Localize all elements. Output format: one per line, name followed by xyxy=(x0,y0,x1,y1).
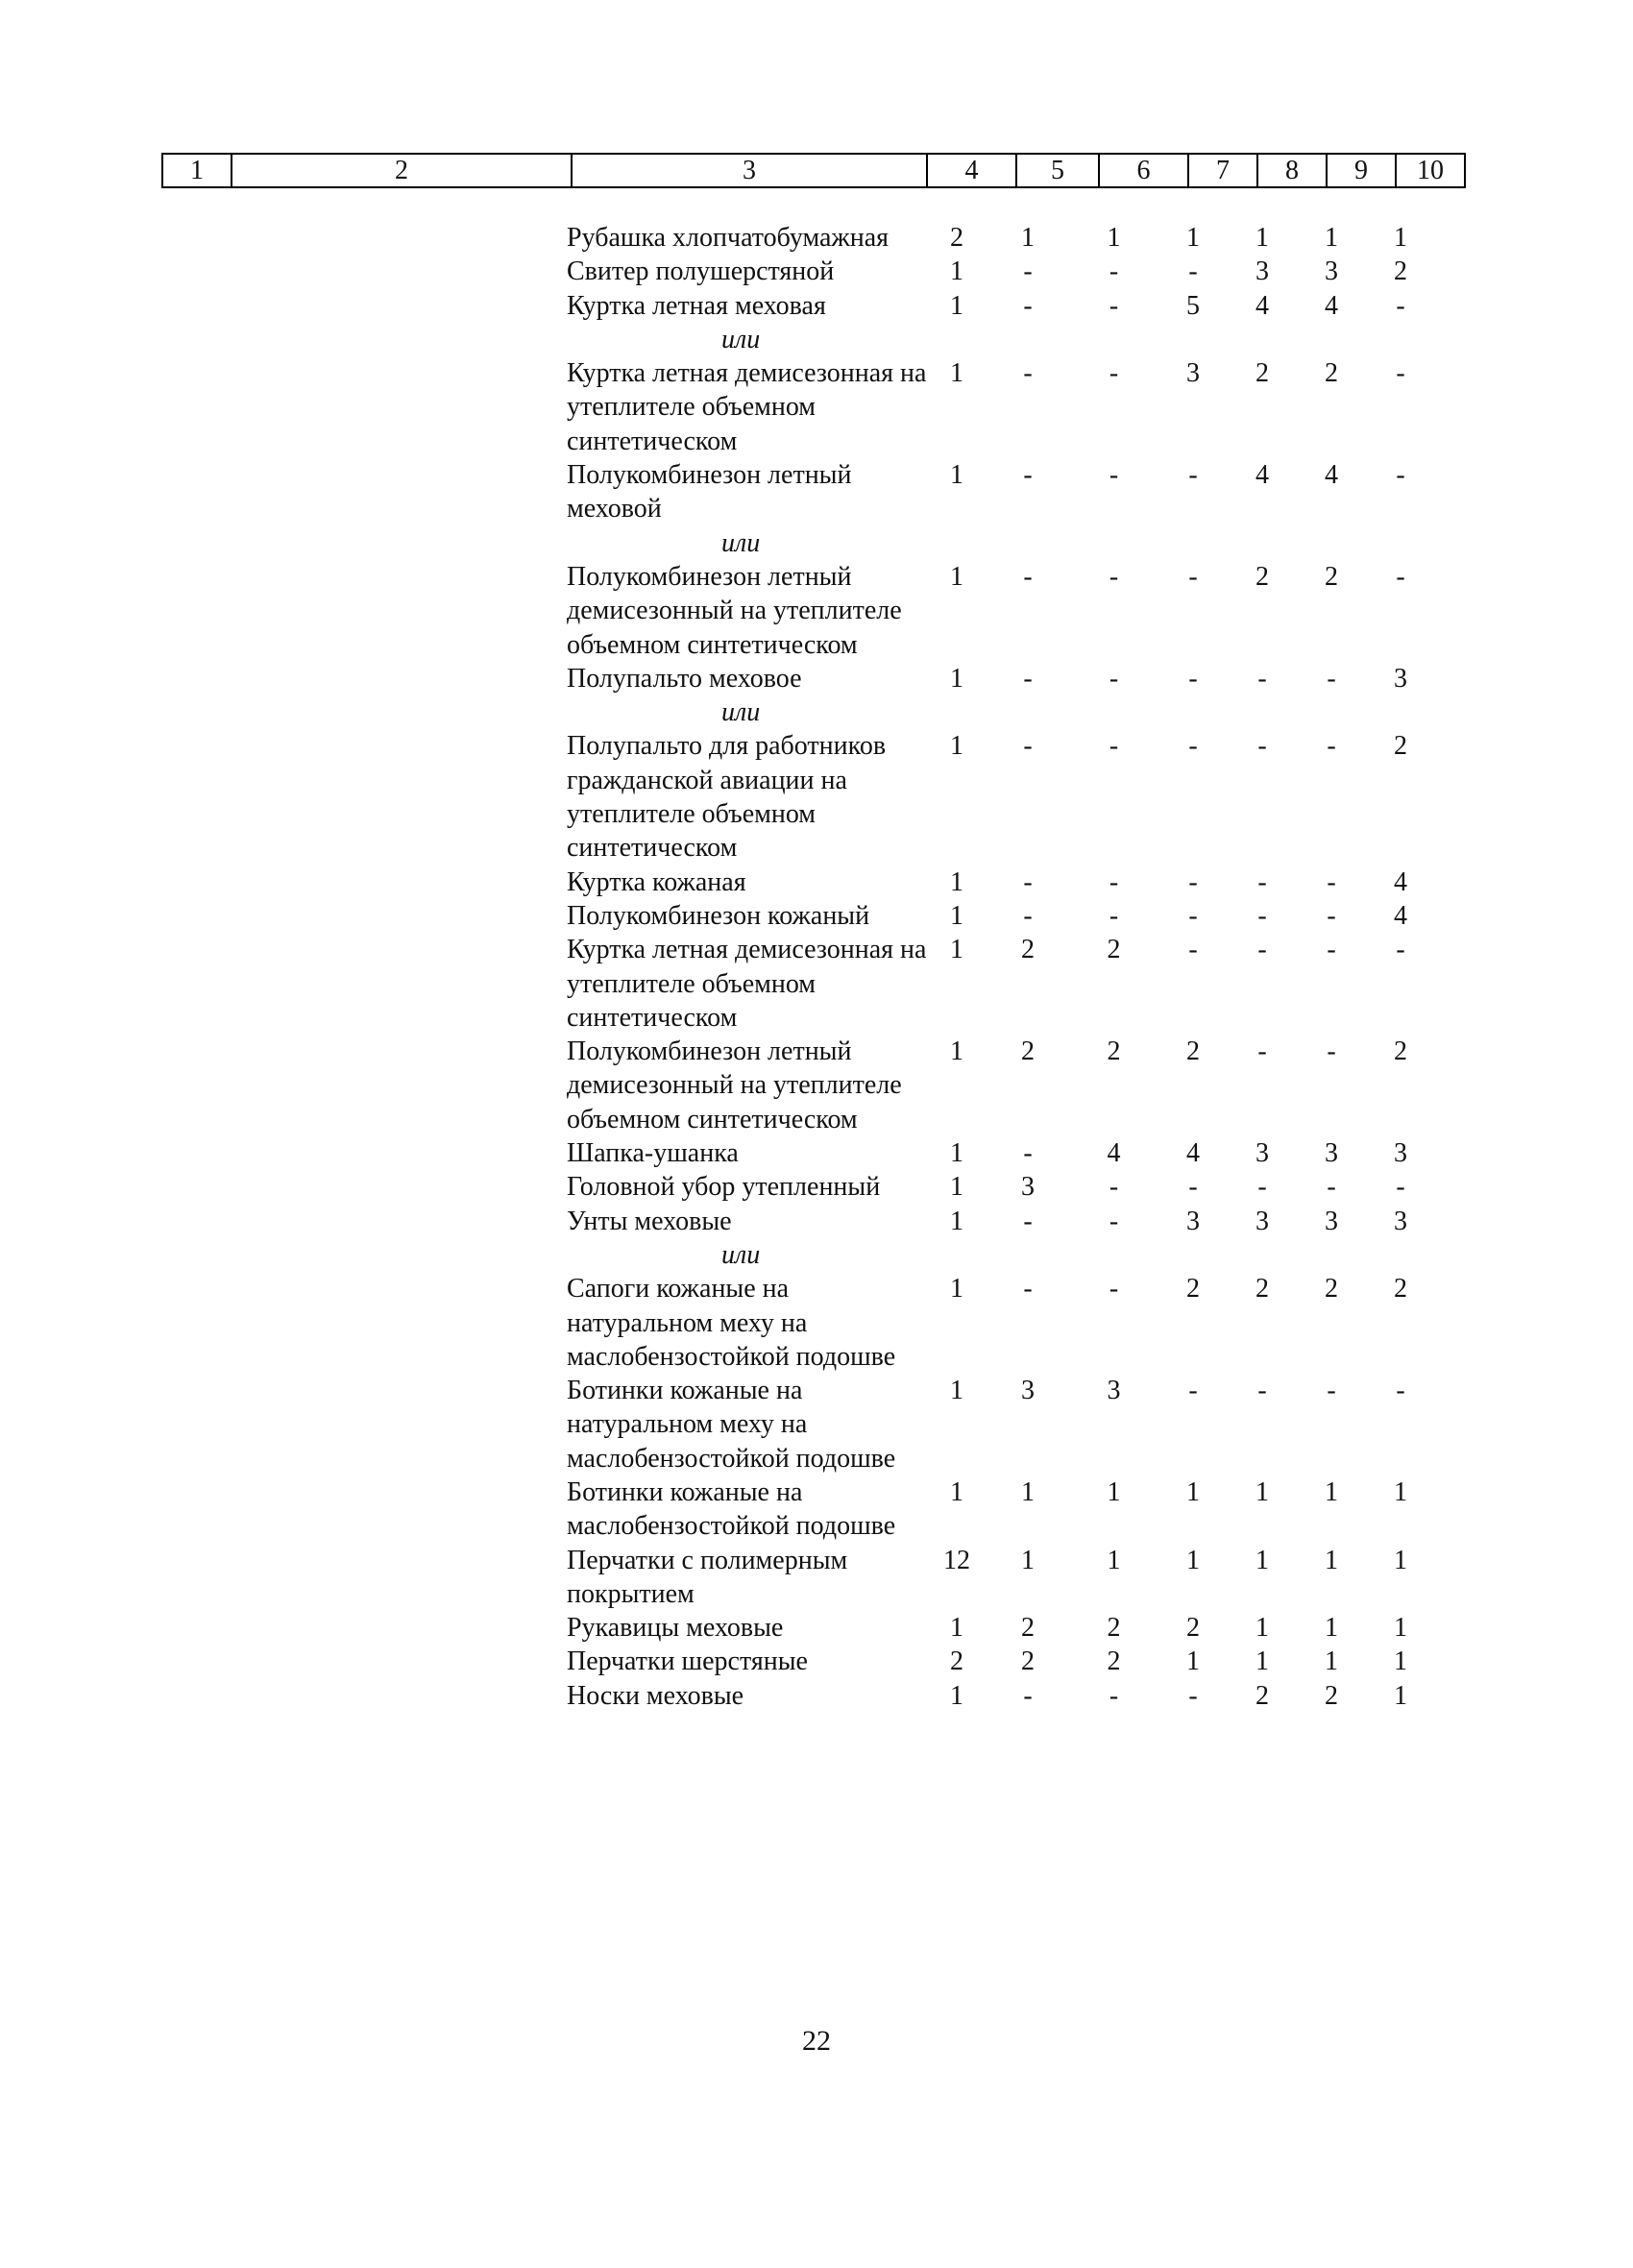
equipment-table xyxy=(565,221,1435,1713)
value-cell-col-5: 1 xyxy=(1021,1476,1035,1507)
value-cell-col-10: - xyxy=(1396,1376,1405,1406)
value-cell-col-4: 1 xyxy=(950,1036,963,1067)
value-cell-col-7: 3 xyxy=(1186,1206,1200,1236)
value-cell-col-8: 2 xyxy=(1255,358,1269,389)
value-cell-col-4: 2 xyxy=(950,1646,963,1677)
value-cell-col-9: - xyxy=(1327,866,1336,897)
value-cell-col-6: 3 xyxy=(1107,1376,1121,1406)
table-row xyxy=(565,729,1435,865)
value-cell-col-10: 3 xyxy=(1394,1206,1407,1236)
value-cell-col-6: 1 xyxy=(1107,1545,1121,1575)
value-cell-col-5: 2 xyxy=(1021,1036,1035,1067)
value-cell-col-9: - xyxy=(1327,1036,1336,1067)
value-cell-col-5: - xyxy=(1023,866,1033,897)
item-name-cell: Полупальто меховое xyxy=(567,663,802,694)
header-cell-1: 1 xyxy=(162,154,232,187)
value-cell-col-9: 2 xyxy=(1325,561,1338,592)
alternative-label: или xyxy=(721,324,761,354)
value-cell-col-4: 1 xyxy=(950,256,963,287)
value-cell-col-8: 1 xyxy=(1255,1476,1269,1507)
table-row xyxy=(565,1679,1435,1713)
value-cell-col-7: 5 xyxy=(1186,290,1200,321)
value-cell-col-8: 2 xyxy=(1255,1680,1269,1711)
value-cell-col-9: 4 xyxy=(1325,290,1338,321)
value-cell-col-8: - xyxy=(1257,663,1267,694)
value-cell-col-9: - xyxy=(1327,935,1336,965)
value-cell-col-7: 2 xyxy=(1186,1036,1200,1067)
alternative-label: или xyxy=(721,697,761,728)
value-cell-col-9: 2 xyxy=(1325,1274,1338,1305)
column-number-header xyxy=(161,153,1466,188)
value-cell-col-9: 1 xyxy=(1325,1646,1338,1677)
item-name-cell: Головной убор утепленный xyxy=(567,1172,881,1203)
item-name-cell: Куртка кожаная xyxy=(567,866,746,897)
value-cell-col-6: 2 xyxy=(1107,1036,1121,1067)
value-cell-col-5: 1 xyxy=(1021,1545,1035,1575)
value-cell-col-7: 3 xyxy=(1186,358,1200,389)
value-cell-col-4: 1 xyxy=(950,1376,963,1406)
value-cell-col-10: 4 xyxy=(1394,900,1407,931)
value-cell-col-7: - xyxy=(1188,731,1198,762)
value-cell-col-10: - xyxy=(1396,935,1405,965)
value-cell-col-10: 2 xyxy=(1394,256,1407,287)
header-cell-2: 2 xyxy=(232,154,572,187)
value-cell-col-6: - xyxy=(1109,358,1119,389)
item-name-cell: Носки меховые xyxy=(567,1680,744,1711)
value-cell-col-4: 12 xyxy=(943,1545,970,1575)
value-cell-col-6: 2 xyxy=(1107,935,1121,965)
value-cell-col-5: - xyxy=(1023,460,1033,491)
value-cell-col-7: 2 xyxy=(1186,1274,1200,1305)
value-cell-col-6: - xyxy=(1109,290,1119,321)
value-cell-col-9: - xyxy=(1327,731,1336,762)
table-row xyxy=(565,1475,1435,1544)
table-row xyxy=(565,560,1435,662)
value-cell-col-4: 1 xyxy=(950,1680,963,1711)
value-cell-col-7: 1 xyxy=(1186,1646,1200,1677)
table-row xyxy=(565,1645,1435,1678)
value-cell-col-8: 2 xyxy=(1255,561,1269,592)
table-row xyxy=(565,899,1435,933)
value-cell-col-4: 1 xyxy=(950,731,963,762)
value-cell-col-7: - xyxy=(1188,1376,1198,1406)
value-cell-col-5: - xyxy=(1023,900,1033,931)
header-cell-7: 7 xyxy=(1188,154,1257,187)
item-name-cell: Полукомбинезон летный демисезонный на утеплителе объемном синтетическом xyxy=(567,561,902,660)
value-cell-col-7: - xyxy=(1188,460,1198,491)
table-row xyxy=(565,1272,1435,1374)
header-cell-5: 5 xyxy=(1016,154,1099,187)
value-cell-col-9: 2 xyxy=(1325,1680,1338,1711)
item-name-cell: Перчатки шерстяные xyxy=(567,1646,808,1677)
value-cell-col-8: - xyxy=(1257,866,1267,897)
alternative-separator-row xyxy=(565,526,1435,560)
item-name-cell: Полукомбинезон кожаный xyxy=(567,900,870,931)
value-cell-col-8: 4 xyxy=(1255,460,1269,491)
value-cell-col-10: 1 xyxy=(1394,1680,1407,1711)
value-cell-col-10: - xyxy=(1396,460,1405,491)
value-cell-col-4: 1 xyxy=(950,663,963,694)
item-name-cell: Сапоги кожаные на натуральном меху на маслобензостойкой подошве xyxy=(567,1274,896,1372)
value-cell-col-9: 3 xyxy=(1325,1138,1338,1169)
header-cell-6: 6 xyxy=(1099,154,1188,187)
item-name-cell: Куртка летная демисезонная на утеплителе объемном синтетическом xyxy=(567,358,927,456)
value-cell-col-7: - xyxy=(1188,663,1198,694)
value-cell-col-10: - xyxy=(1396,561,1405,592)
value-cell-col-10: 1 xyxy=(1394,1646,1407,1677)
value-cell-col-9: - xyxy=(1327,1376,1336,1406)
value-cell-col-4: 1 xyxy=(950,1613,963,1644)
value-cell-col-8: - xyxy=(1257,935,1267,965)
value-cell-col-10: 1 xyxy=(1394,1476,1407,1507)
value-cell-col-8: 4 xyxy=(1255,290,1269,321)
value-cell-col-5: - xyxy=(1023,1206,1033,1236)
value-cell-col-7: - xyxy=(1188,900,1198,931)
value-cell-col-6: - xyxy=(1109,256,1119,287)
value-cell-col-6: 1 xyxy=(1107,223,1121,253)
item-name-cell: Шапка-ушанка xyxy=(567,1138,739,1169)
value-cell-col-5: 1 xyxy=(1021,223,1035,253)
value-cell-col-9: - xyxy=(1327,900,1336,931)
value-cell-col-5: - xyxy=(1023,731,1033,762)
table-row xyxy=(565,866,1435,899)
item-name-cell: Куртка летная меховая xyxy=(567,290,826,321)
table-row xyxy=(565,1544,1435,1612)
value-cell-col-7: 1 xyxy=(1186,1545,1200,1575)
value-cell-col-10: 4 xyxy=(1394,866,1407,897)
value-cell-col-6: 2 xyxy=(1107,1646,1121,1677)
value-cell-col-5: 2 xyxy=(1021,1646,1035,1677)
header-row xyxy=(162,154,1465,187)
alternative-separator-row xyxy=(565,695,1435,729)
value-cell-col-9: 3 xyxy=(1325,256,1338,287)
table-row xyxy=(565,289,1435,323)
value-cell-col-4: 1 xyxy=(950,1274,963,1305)
value-cell-col-10: 3 xyxy=(1394,663,1407,694)
value-cell-col-7: 1 xyxy=(1186,1476,1200,1507)
value-cell-col-4: 1 xyxy=(950,290,963,321)
value-cell-col-5: - xyxy=(1023,1138,1033,1169)
table-row xyxy=(565,1035,1435,1136)
item-name-cell: Куртка летная демисезонная на утеплителе объемном синтетическом xyxy=(567,935,927,1033)
value-cell-col-4: 1 xyxy=(950,866,963,897)
value-cell-col-8: 3 xyxy=(1255,1138,1269,1169)
header-cell-8: 8 xyxy=(1257,154,1327,187)
value-cell-col-5: 3 xyxy=(1021,1172,1035,1203)
value-cell-col-7: 4 xyxy=(1186,1138,1200,1169)
value-cell-col-5: - xyxy=(1023,663,1033,694)
item-name-cell: Перчатки с полимерным покрытием xyxy=(567,1545,848,1609)
header-cell-3: 3 xyxy=(572,154,927,187)
alternative-label: или xyxy=(721,527,761,558)
value-cell-col-4: 1 xyxy=(950,561,963,592)
value-cell-col-8: 1 xyxy=(1255,1646,1269,1677)
item-name-cell: Ботинки кожаные на маслобензостойкой подошве xyxy=(567,1476,896,1542)
item-name-cell: Полукомбинезон летный демисезонный на утеплителе объемном синтетическом xyxy=(567,1036,902,1134)
value-cell-col-8: 1 xyxy=(1255,1545,1269,1575)
table-row xyxy=(565,255,1435,288)
table-row xyxy=(565,1170,1435,1204)
value-cell-col-4: 1 xyxy=(950,900,963,931)
table-row xyxy=(565,1611,1435,1645)
item-name-cell: Ботинки кожаные на натуральном меху на маслобензостойкой подошве xyxy=(567,1376,896,1474)
value-cell-col-8: 3 xyxy=(1255,1206,1269,1236)
value-cell-col-5: - xyxy=(1023,358,1033,389)
header-cell-9: 9 xyxy=(1327,154,1396,187)
value-cell-col-8: - xyxy=(1257,1172,1267,1203)
value-cell-col-9: 1 xyxy=(1325,223,1338,253)
value-cell-col-7: - xyxy=(1188,935,1198,965)
value-cell-col-7: - xyxy=(1188,561,1198,592)
value-cell-col-6: - xyxy=(1109,1172,1119,1203)
value-cell-col-5: - xyxy=(1023,1274,1033,1305)
header-cell-10: 10 xyxy=(1396,154,1465,187)
item-name-cell: Рубашка хлопчатобумажная xyxy=(567,223,890,253)
value-cell-col-6: - xyxy=(1109,731,1119,762)
value-cell-col-7: 2 xyxy=(1186,1613,1200,1644)
value-cell-col-10: 1 xyxy=(1394,1613,1407,1644)
value-cell-col-10: - xyxy=(1396,1172,1405,1203)
item-name-cell: Рукавицы меховые xyxy=(567,1613,784,1644)
value-cell-col-4: 1 xyxy=(950,935,963,965)
value-cell-col-8: 2 xyxy=(1255,1274,1269,1305)
value-cell-col-8: - xyxy=(1257,900,1267,931)
value-cell-col-6: - xyxy=(1109,866,1119,897)
alternative-separator-row xyxy=(565,1238,1435,1272)
value-cell-col-9: - xyxy=(1327,1172,1336,1203)
value-cell-col-9: 4 xyxy=(1325,460,1338,491)
value-cell-col-8: - xyxy=(1257,1376,1267,1406)
value-cell-col-6: 1 xyxy=(1107,1476,1121,1507)
table-row xyxy=(565,1136,1435,1170)
item-name-cell: Свитер полушерстяной xyxy=(567,256,835,287)
equipment-rows xyxy=(565,221,1435,1713)
value-cell-col-9: 1 xyxy=(1325,1545,1338,1575)
value-cell-col-5: - xyxy=(1023,1680,1033,1711)
value-cell-col-5: - xyxy=(1023,290,1033,321)
item-name-cell: Унты меховые xyxy=(567,1206,732,1236)
value-cell-col-9: 2 xyxy=(1325,358,1338,389)
value-cell-col-6: 4 xyxy=(1107,1138,1121,1169)
value-cell-col-8: 3 xyxy=(1255,256,1269,287)
value-cell-col-10: 1 xyxy=(1394,223,1407,253)
value-cell-col-10: 3 xyxy=(1394,1138,1407,1169)
value-cell-col-10: 2 xyxy=(1394,1036,1407,1067)
value-cell-col-7: - xyxy=(1188,1172,1198,1203)
value-cell-col-6: - xyxy=(1109,1274,1119,1305)
value-cell-col-6: - xyxy=(1109,460,1119,491)
value-cell-col-4: 1 xyxy=(950,1172,963,1203)
value-cell-col-8: - xyxy=(1257,1036,1267,1067)
value-cell-col-9: - xyxy=(1327,663,1336,694)
value-cell-col-5: 2 xyxy=(1021,1613,1035,1644)
table-row xyxy=(565,662,1435,695)
table-row xyxy=(565,1374,1435,1475)
value-cell-col-10: - xyxy=(1396,290,1405,321)
header-cell-4: 4 xyxy=(927,154,1016,187)
value-cell-col-6: - xyxy=(1109,900,1119,931)
table-row xyxy=(565,1205,1435,1238)
value-cell-col-4: 1 xyxy=(950,358,963,389)
value-cell-col-4: 1 xyxy=(950,460,963,491)
value-cell-col-6: - xyxy=(1109,1206,1119,1236)
table-row xyxy=(565,356,1435,458)
value-cell-col-8: - xyxy=(1257,731,1267,762)
table-row xyxy=(565,933,1435,1035)
value-cell-col-5: - xyxy=(1023,561,1033,592)
value-cell-col-4: 2 xyxy=(950,223,963,253)
value-cell-col-6: - xyxy=(1109,1680,1119,1711)
value-cell-col-9: 3 xyxy=(1325,1206,1338,1236)
value-cell-col-5: - xyxy=(1023,256,1033,287)
value-cell-col-4: 1 xyxy=(950,1206,963,1236)
value-cell-col-10: - xyxy=(1396,358,1405,389)
value-cell-col-8: 1 xyxy=(1255,223,1269,253)
page-number: 22 xyxy=(802,2025,831,2057)
value-cell-col-7: - xyxy=(1188,1680,1198,1711)
value-cell-col-7: 1 xyxy=(1186,223,1200,253)
value-cell-col-7: - xyxy=(1188,256,1198,287)
value-cell-col-5: 3 xyxy=(1021,1376,1035,1406)
table-row xyxy=(565,458,1435,526)
value-cell-col-10: 2 xyxy=(1394,1274,1407,1305)
value-cell-col-10: 2 xyxy=(1394,731,1407,762)
value-cell-col-10: 1 xyxy=(1394,1545,1407,1575)
value-cell-col-6: - xyxy=(1109,663,1119,694)
alternative-separator-row xyxy=(565,323,1435,356)
value-cell-col-6: - xyxy=(1109,561,1119,592)
value-cell-col-9: 1 xyxy=(1325,1476,1338,1507)
value-cell-col-4: 1 xyxy=(950,1476,963,1507)
value-cell-col-6: 2 xyxy=(1107,1613,1121,1644)
item-name-cell: Полукомбинезон летный меховой xyxy=(567,460,852,524)
item-name-cell: Полупальто для работников гражданской авиации на утеплителе объемном синтетическом xyxy=(567,731,887,864)
alternative-label: или xyxy=(721,1239,761,1270)
value-cell-col-8: 1 xyxy=(1255,1613,1269,1644)
value-cell-col-4: 1 xyxy=(950,1138,963,1169)
table-row xyxy=(565,221,1435,255)
value-cell-col-5: 2 xyxy=(1021,935,1035,965)
value-cell-col-9: 1 xyxy=(1325,1613,1338,1644)
value-cell-col-7: - xyxy=(1188,866,1198,897)
